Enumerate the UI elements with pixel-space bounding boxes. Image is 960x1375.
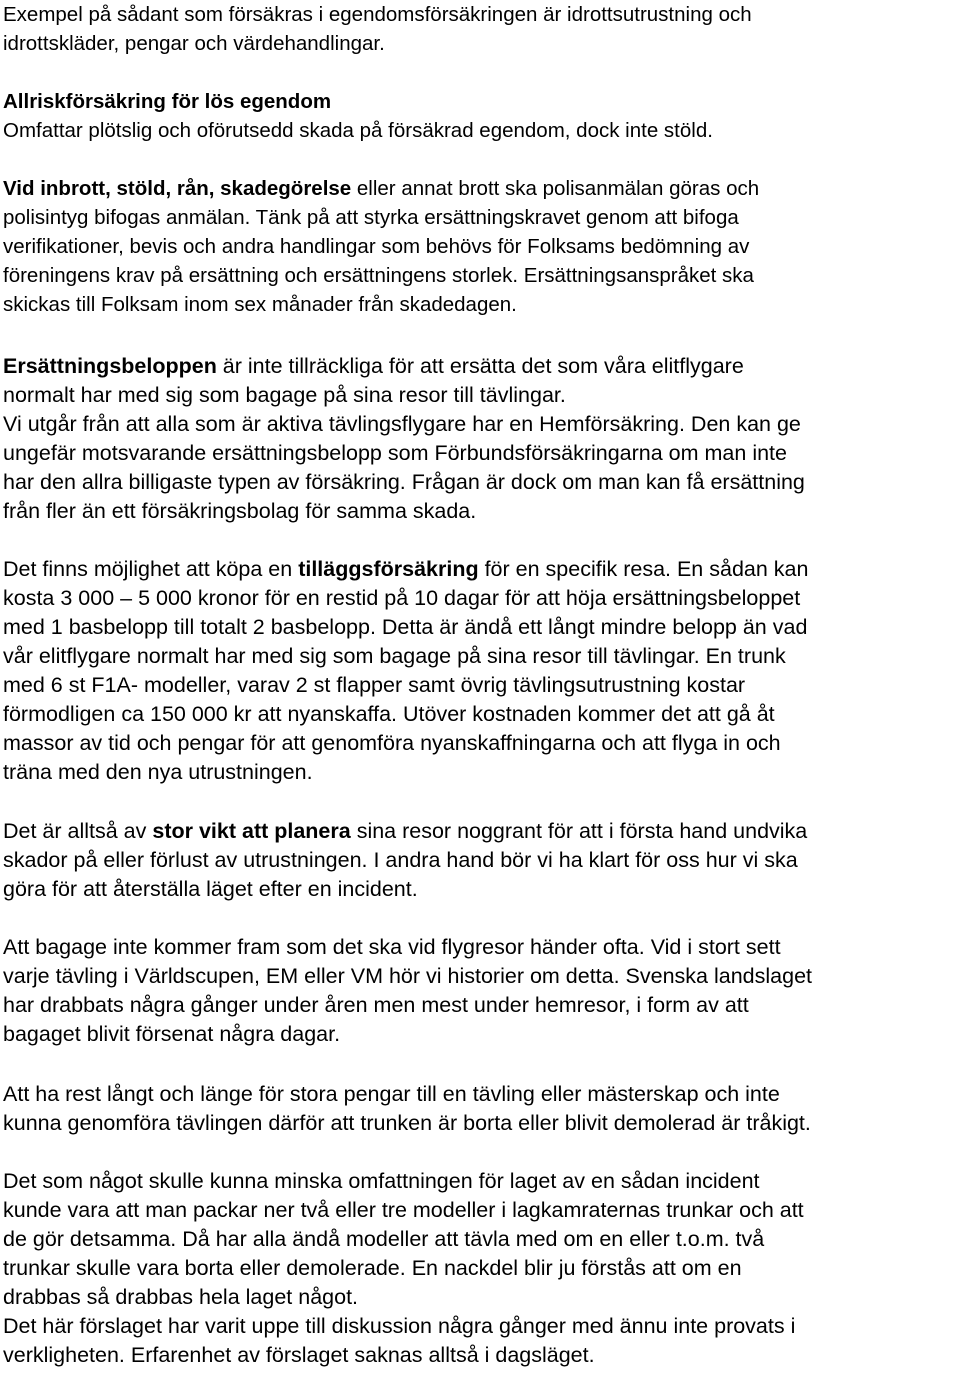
text-line: skador på eller förlust av utrustningen. I andra hand bör vi ha klart för oss hur vi ska <box>3 848 798 872</box>
text-line: verifikationer, bevis och andra handlingar som behövs för Folksams bedömning av <box>3 235 750 258</box>
text-line: kunde vara att man packar ner två eller tre modeller i lagkamraternas trunkar och att <box>3 1198 804 1222</box>
text-line: träna med den nya utrustningen. <box>3 760 313 784</box>
text-line <box>3 555 808 584</box>
text-line <box>3 174 759 203</box>
text-line: skickas till Folksam inom sex månader från skadedagen. <box>3 293 517 316</box>
text-line: göra för att återställa läget efter en incident. <box>3 877 418 901</box>
section-heading-text: Allriskförsäkring för lös egendom <box>3 90 332 113</box>
text-line: har den allra billigaste typen av försäkring. Frågan är dock om man kan få ersättning <box>3 470 805 494</box>
text-line: drabbas så drabbas hela laget något. <box>3 1285 359 1309</box>
text-line: normalt har med sig som bagage på sina resor till tävlingar. <box>3 383 566 407</box>
text-line <box>3 352 744 381</box>
text-line: idrottskläder, pengar och värdehandlingar. <box>3 32 385 55</box>
text-line: med 1 basbelopp till totalt 2 basbelopp. Detta är ändå ett långt mindre belopp än vad <box>3 615 808 639</box>
text-line: bagaget blivit försenat några dagar. <box>3 1022 341 1046</box>
text-line: Att ha rest långt och länge för stora pengar till en tävling eller mästerskap och inte <box>3 1082 780 1106</box>
text-line: föreningens krav på ersättning och ersättningens storlek. Ersättningsanspråket ska <box>3 264 754 287</box>
text-line: Det här förslaget har varit uppe till diskussion några gånger med ännu inte provats i <box>3 1314 796 1338</box>
text-line: Omfattar plötslig och oförutsedd skada på försäkrad egendom, dock inte stöld. <box>3 119 713 142</box>
text-line: trunkar skulle vara borta eller demolerade. En nackdel blir ju förstås att om en <box>3 1256 742 1280</box>
bold-phrase: Vid inbrott, stöld, rån, skadegörelse <box>3 177 352 200</box>
text-line: Att bagage inte kommer fram som det ska vid flygresor händer ofta. Vid i stort sett <box>3 935 781 959</box>
text-run: Det är alltså av <box>3 819 153 843</box>
text-line: Vi utgår från att alla som är aktiva tävlingsflygare har en Hemförsäkring. Den kan ge <box>3 412 801 436</box>
text-line: de gör detsamma. Då har alla ändå modeller att tävla med om en eller t.o.m. två <box>3 1227 765 1251</box>
text-line: kosta 3 000 – 5 000 kronor för en restid på 10 dagar för att höja ersättningsbeloppet <box>3 586 801 610</box>
text-line: förmodligen ca 150 000 kr att nyanskaffa. Utöver kostnaden kommer det att gå åt <box>3 702 775 726</box>
text-run: sina resor noggrant för att i första hand undvika <box>350 819 808 843</box>
text-line: har drabbats några gånger under åren men mest under hemresor, i form av att <box>3 993 749 1017</box>
text-run: är inte tillräckliga för att ersätta det som våra elitflygare <box>216 354 744 378</box>
text-line <box>3 817 807 846</box>
text-line: med 6 st F1A- modeller, varav 2 st flapper samt övrig tävlingsutrustning kostar <box>3 673 746 697</box>
text-line: från fler än ett försäkringsbolag för samma skada. <box>3 499 477 523</box>
text-run: eller annat brott ska polisanmälan göras och <box>351 177 760 200</box>
text-run: Det finns möjlighet att köpa en <box>3 557 299 581</box>
bold-phrase: Ersättningsbeloppen <box>3 354 217 378</box>
bold-phrase: tilläggsförsäkring <box>298 557 479 581</box>
text-line: Exempel på sådant som försäkras i egendomsförsäkringen är idrottsutrustning och <box>3 3 752 26</box>
section-heading <box>3 87 331 116</box>
text-line: varje tävling i Världscupen, EM eller VM hör vi historier om detta. Svenska landslaget <box>3 964 813 988</box>
text-run: för en specifik resa. En sådan kan <box>478 557 809 581</box>
bold-phrase: stor vikt att planera <box>152 819 351 843</box>
text-line: verkligheten. Erfarenhet av förslaget saknas alltså i dagsläget. <box>3 1343 595 1367</box>
text-line: ungefär motsvarande ersättningsbelopp som Förbundsförsäkringarna om man inte <box>3 441 787 465</box>
text-line: massor av tid och pengar för att genomföra nyanskaffningarna och att flyga in och <box>3 731 781 755</box>
text-line: Det som något skulle kunna minska omfattningen för laget av en sådan incident <box>3 1169 760 1193</box>
text-line: kunna genomföra tävlingen därför att trunken är borta eller blivit demolerad är tråkigt. <box>3 1111 811 1135</box>
text-line: polisintyg bifogas anmälan. Tänk på att styrka ersättningskravet genom att bifoga <box>3 206 739 229</box>
text-line: vår elitflygare normalt har med sig som bagage på sina resor till tävlingar. En trunk <box>3 644 786 668</box>
